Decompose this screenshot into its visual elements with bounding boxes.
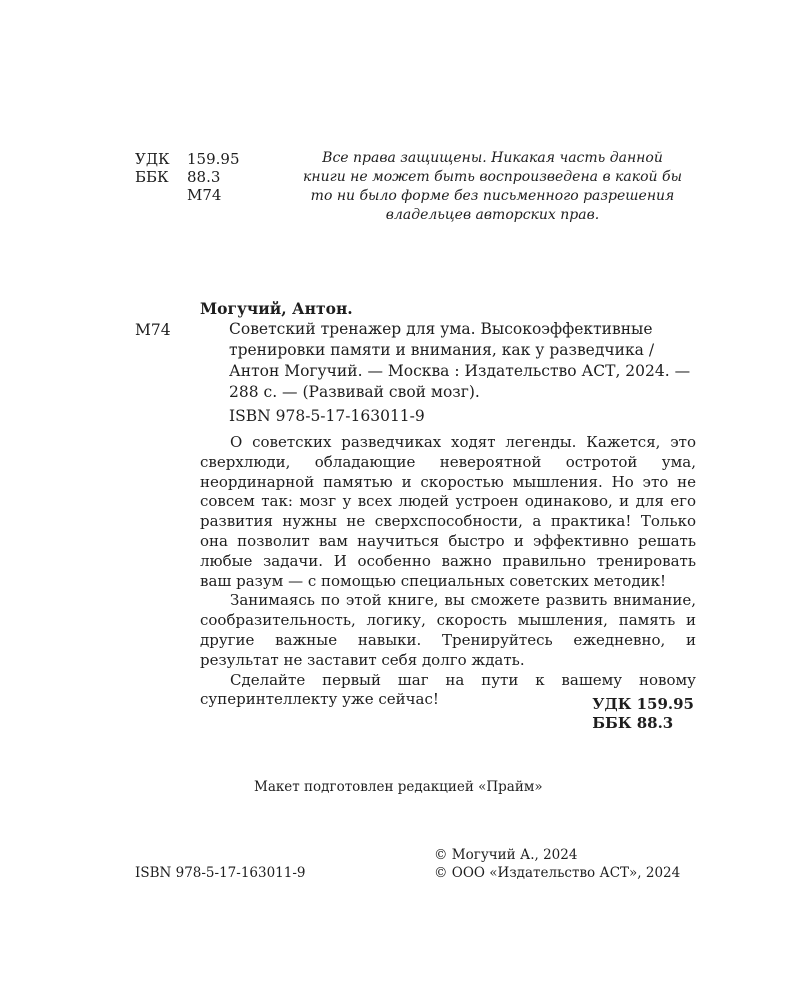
annotation — [200, 433, 696, 710]
classification-key — [135, 186, 187, 204]
classification-table — [135, 150, 240, 204]
copyright-block — [434, 846, 680, 882]
author-sign-code: М74 — [135, 321, 171, 339]
classification-row-udk — [135, 150, 240, 168]
classification-row-bbk — [135, 168, 240, 186]
description-line: тренировки памяти и внимания, как у разведчика / — [229, 341, 655, 359]
classification-key: УДК — [135, 150, 170, 168]
classification-value: М74 — [187, 186, 222, 204]
bibliographic-description — [229, 319, 699, 403]
annotation-paragraph: Сделайте первый шаг на пути к вашему новому суперинтеллекту уже сейчас! — [200, 670, 696, 709]
bbk-code: ББК 88.3 — [592, 714, 674, 732]
bottom-classification — [592, 695, 694, 733]
classification-value: 88.3 — [187, 168, 221, 186]
author-heading: Могучий, Антон. — [200, 299, 353, 318]
udk-code: УДК 159.95 — [592, 695, 694, 713]
description-line: Антон Могучий. — Москва : Издательство АСТ, 2024. — — [229, 362, 691, 380]
classification-value: 159.95 — [187, 150, 240, 168]
annotation-paragraph: Занимаясь по этой книге, вы сможете развить внимание, сообразительность, логику, скорость мышления, память и другие важные навыки. Тренируйтесь ежедневно, и результат не заставит себя долго ждать. — [200, 591, 696, 669]
rights-notice-line: то ни было форме без письменного разрешения — [310, 188, 675, 204]
classification-key: ББК — [135, 168, 169, 186]
classification-row-author-sign — [135, 186, 240, 204]
rights-notice-line: Все права защищены. Никакая часть данной — [322, 150, 663, 166]
rights-notice-line: владельцев авторских прав. — [385, 207, 600, 223]
rights-notice-line: книги не может быть воспроизведена в какой бы — [303, 169, 682, 185]
prepared-by-note: Макет подготовлен редакцией «Прайм» — [254, 779, 543, 795]
isbn-record: ISBN 978-5-17-163011-9 — [229, 407, 425, 425]
copyright-line: © ООО «Издательство АСТ», 2024 — [434, 865, 681, 881]
rights-notice — [295, 149, 690, 225]
description-line: Советский тренажер для ума. Высокоэффективные — [229, 320, 653, 338]
isbn-footer: ISBN 978-5-17-163011-9 — [135, 865, 306, 881]
description-line: 288 с. — (Развивай свой мозг). — [229, 383, 480, 401]
copyright-line: © Могучий А., 2024 — [434, 847, 578, 863]
annotation-paragraph: О советских разведчиках ходят легенды. Кажется, это сверхлюди, обладающие невероятной остротой ума, неординарной памятью и скоростью мышления. Но это не совсем так: мозг у всех людей устроен одинаково, и для его развития нужны не сверхспособности, а практика! Только она позволит вам научиться быстро и эффективно решать любые задачи. И особенно важно правильно тренировать ваш разум — с помощью специальных советских методик! — [200, 433, 696, 590]
